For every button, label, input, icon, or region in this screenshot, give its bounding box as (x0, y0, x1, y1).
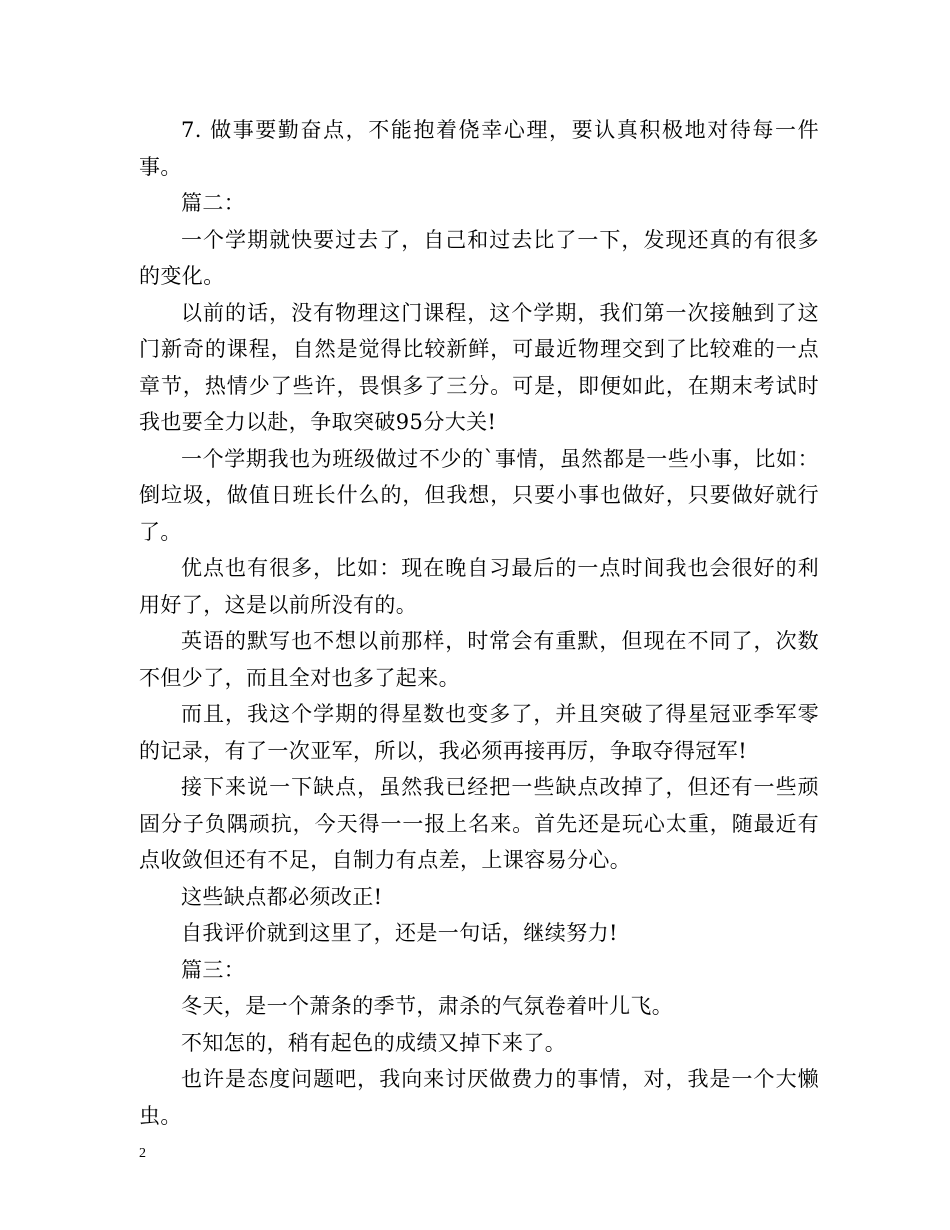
paragraph: 接下来说一下缺点，虽然我已经把一些缺点改掉了，但还有一些顽固分子负隅顽抗，今天得一一报上名来。首先还是玩心太重，随最近有点收敛但还有不足，自制力有点差，上课容易分心。 (139, 775, 819, 872)
paragraph: 优点也有很多，比如：现在晚自习最后的一点时间我也会很好的利用好了，这是以前所没有的。 (139, 556, 819, 617)
paragraph: 一个学期就快要过去了，自己和过去比了一下，发现还真的有很多的变化。 (139, 227, 819, 288)
paragraph: 不知怎的，稍有起色的成绩又掉下来了。 (181, 1030, 567, 1055)
page-number: 2 (139, 1146, 146, 1161)
paragraph: 7. 做事要勤奋点，不能抱着侥幸心理，要认真积极地对待每一件事。 (139, 118, 819, 179)
paragraph: 一个学期我也为班级做过不少的`事情，虽然都是一些小事，比如：倒垃圾，做值日班长什么的，但我想，只要小事也做好，只要做好就行了。 (139, 446, 819, 544)
paragraph: 这些缺点都必须改正! (181, 884, 383, 909)
paragraph: 英语的默写也不想以前那样，时常会有重默，但现在不同了，次数不但少了，而且全对也多了起来。 (139, 629, 819, 690)
paragraph: 冬天，是一个萧条的季节，肃杀的气氛卷着叶儿飞。 (181, 994, 674, 1018)
section-heading: 篇三： (181, 957, 246, 982)
section-heading: 篇二： (181, 191, 246, 215)
paragraph: 也许是态度问题吧，我向来讨厌做费力的事情，对，我是一个大懒虫。 (139, 1067, 819, 1128)
document-body (139, 112, 819, 1134)
paragraph: 自我评价就到这里了，还是一句话，继续努力! (181, 921, 618, 945)
paragraph: 而且，我这个学期的得星数也变多了，并且突破了得星冠亚季军零的记录，有了一次亚军，所以，我必须再接再厉，争取夺得冠军! (139, 702, 819, 763)
paragraph: 以前的话，没有物理这门课程，这个学期，我们第一次接触到了这门新奇的课程，自然是觉得比较新鲜，可最近物理交到了比较难的一点章节，热情少了些许，畏惧多了三分。可是，即便如此，在期末考试时我也要全力以赴，争取突破95分大关! (139, 300, 819, 434)
